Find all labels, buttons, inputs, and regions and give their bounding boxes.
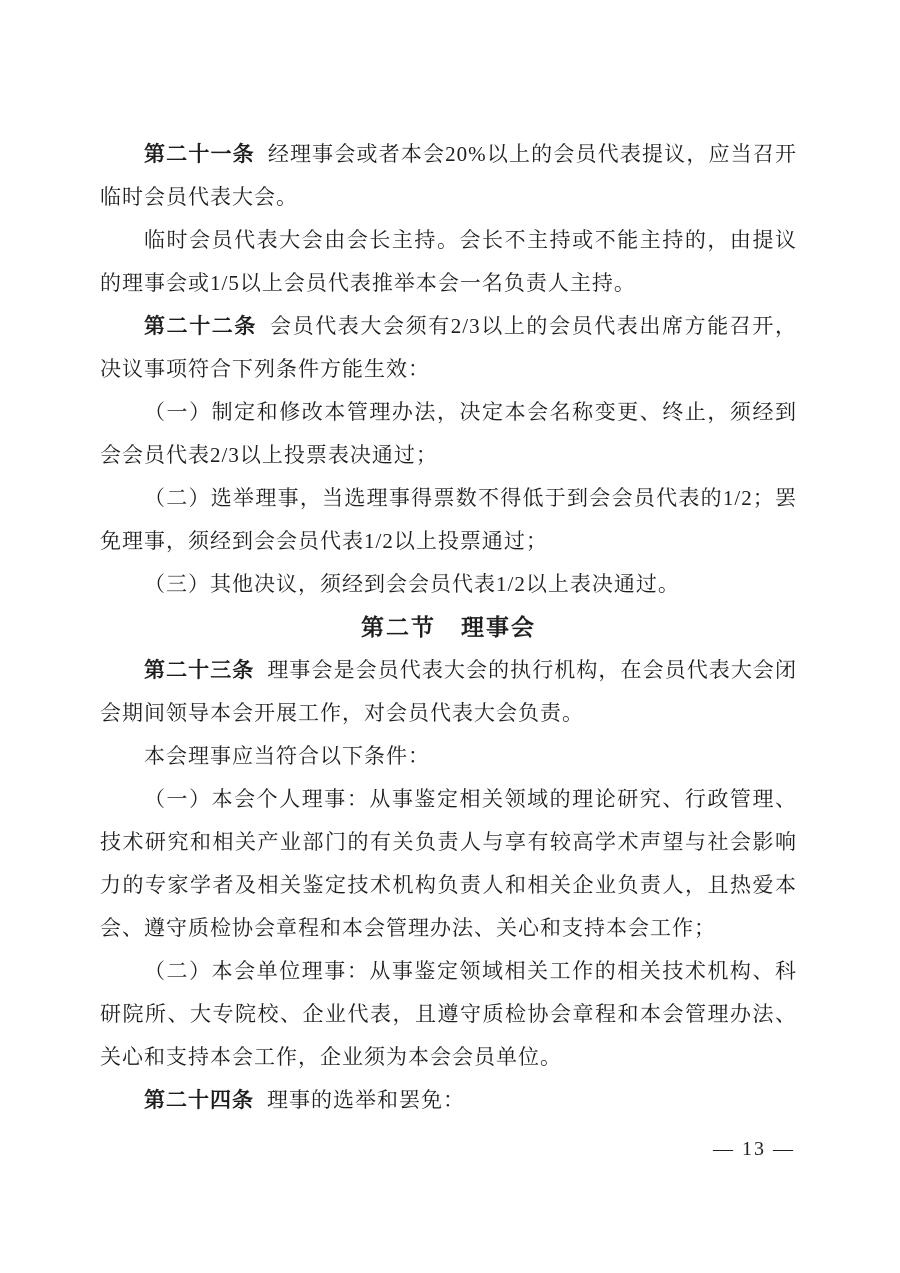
paragraph-text: （一）制定和修改本管理办法，决定本会名称变更、终止，须经到会会员代表2/3以上投票表决通过；	[100, 400, 797, 467]
article-number-label: 第二十四条	[144, 1088, 254, 1112]
article-paragraph	[100, 1079, 797, 1122]
list-item-paragraph	[100, 563, 797, 606]
article-paragraph	[100, 649, 797, 735]
list-item-paragraph	[100, 477, 797, 563]
paragraph-text: （三）其他决议，须经到会会员代表1/2以上表决通过。	[144, 572, 680, 596]
body-paragraph	[100, 735, 797, 778]
list-item-paragraph	[100, 778, 797, 950]
section-heading: 第二节 理事会	[361, 615, 536, 640]
body-paragraph	[100, 219, 797, 305]
article-paragraph	[100, 133, 797, 219]
paragraph-text: 临时会员代表大会由会长主持。会长不主持或不能主持的，由提议的理事会或1/5以上会员代表推举本会一名负责人主持。	[100, 228, 797, 295]
paragraph-text: 理事会是会员代表大会的执行机构，在会员代表大会闭会期间领导本会开展工作，对会员代表大会负责。	[100, 658, 798, 725]
document-content	[100, 133, 797, 1122]
paragraph-text: 经理事会或者本会20%以上的会员代表提议，应当召开临时会员代表大会。	[100, 142, 798, 209]
paragraph-text: 会员代表大会须有2/3以上的会员代表出席方能召开，决议事项符合下列条件方能生效：	[100, 314, 797, 381]
paragraph-text: （一）本会个人理事：从事鉴定相关领域的理论研究、行政管理、技术研究和相关产业部门的有关负责人与享有较高学术声望与社会影响力的专家学者及相关鉴定技术机构负责人和相关企业负责人，且热爱本会、遵守质检协会章程和本会管理办法、关心和支持本会工作；	[100, 787, 797, 940]
paragraph-text: 本会理事应当符合以下条件：	[144, 744, 430, 768]
article-number-label: 第二十一条	[144, 142, 255, 166]
paragraph-text: 理事的选举和罢免：	[267, 1088, 465, 1112]
list-item-paragraph	[100, 950, 797, 1079]
article-paragraph	[100, 305, 797, 391]
list-item-paragraph	[100, 391, 797, 477]
article-number-label: 第二十三条	[144, 658, 255, 682]
paragraph-text: （二）本会单位理事：从事鉴定领域相关工作的相关技术机构、科研院所、大专院校、企业代表，且遵守质检协会章程和本会管理办法、关心和支持本会工作，企业须为本会会员单位。	[100, 959, 797, 1069]
paragraph-text: （二）选举理事，当选理事得票数不得低于到会会员代表的1/2；罢免理事，须经到会会员代表1/2以上投票通过；	[100, 486, 797, 553]
page-number: — 13 —	[713, 1138, 795, 1160]
article-number-label: 第二十二条	[144, 314, 257, 338]
